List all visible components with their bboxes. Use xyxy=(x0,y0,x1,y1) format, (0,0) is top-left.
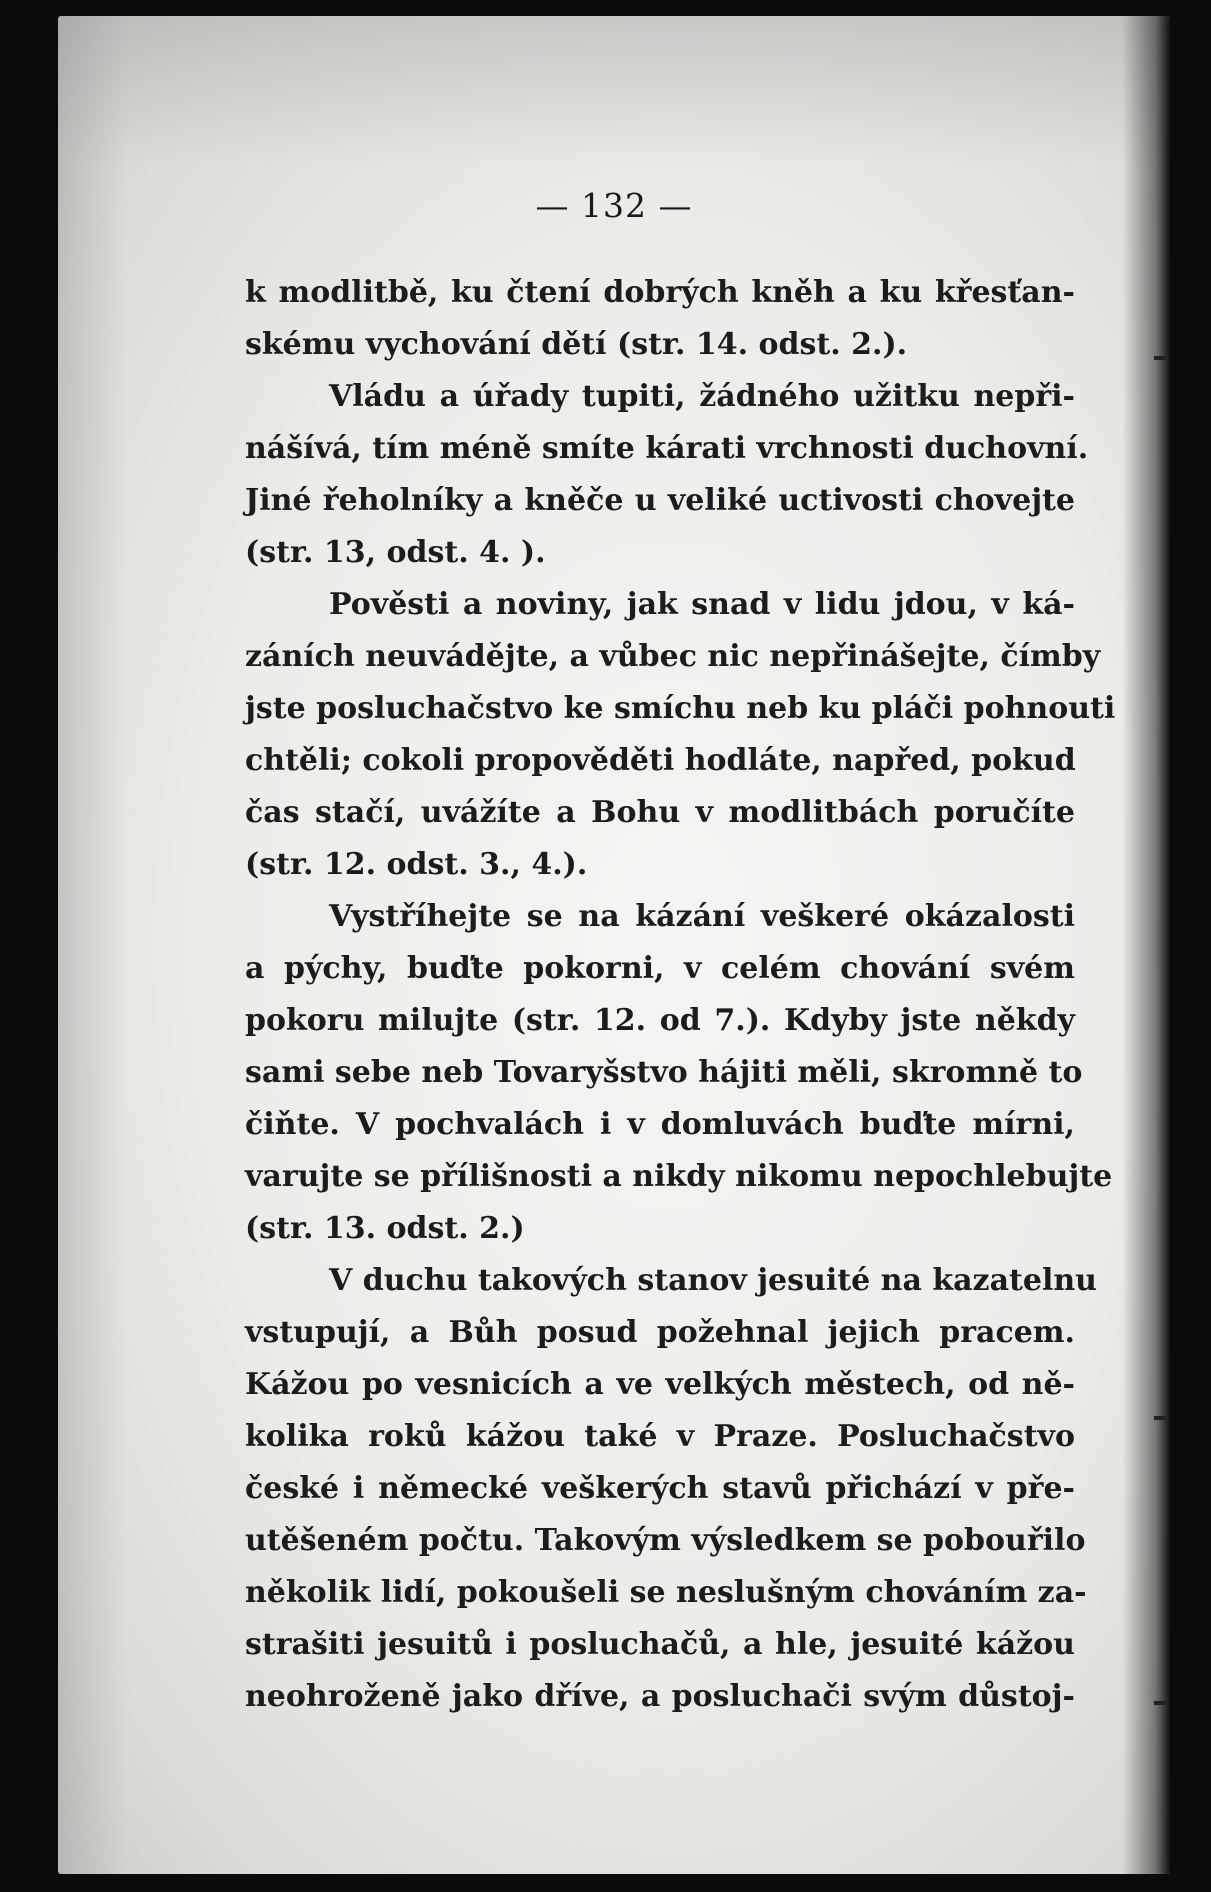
text-line: vstupují, a Bůh posud požehnal jejich pracem. xyxy=(245,1315,1075,1350)
text-line: nášívá, tím méně smíte kárati vrchnosti duchovní. xyxy=(245,431,1089,466)
text-line: neohroženě jako dříve, a posluchači svým důstoj- xyxy=(245,1679,1075,1714)
text-line: (str. 13, odst. 4. ). xyxy=(245,535,546,570)
text-line: pokoru milujte (str. 12. od 7.). Kdyby jste někdy xyxy=(245,1003,1075,1038)
text-line: utěšeném počtu. Takovým výsledkem se pobouřilo xyxy=(245,1523,1086,1558)
margin-mark xyxy=(1154,1416,1166,1420)
paragraph xyxy=(245,1255,1097,1723)
text-line: V duchu takových stanov jesuité na kazatelnu xyxy=(329,1263,1097,1298)
paragraph xyxy=(245,267,1075,371)
text-line: a pýchy, buďte pokorni, v celém chování svém xyxy=(245,951,1075,986)
text-line: skému vychování dětí (str. 14. odst. 2.). xyxy=(245,327,908,362)
text-line: Jiné řeholníky a kněče u veliké uctivosti chovejte xyxy=(245,483,1075,518)
text-line: záních neuváděјte, a vůbec nic nepřinášejte, čímby xyxy=(245,639,1101,674)
paragraph xyxy=(245,891,1113,1255)
paragraph xyxy=(245,371,1089,579)
text-line: několik lidí, pokoušeli se neslušným chováním za- xyxy=(245,1575,1087,1610)
text-line: Kážou po vesnicích a ve velkých městech, od ně- xyxy=(245,1367,1075,1402)
text-line: chtěli; cokoli propověděti hodláte, napřed, pokud xyxy=(245,743,1076,778)
text-line: čas stačí, uvážíte a Bohu v modlitbách poručíte xyxy=(245,795,1075,830)
text-line: jste posluchačstvo ke smíchu neb ku pláči pohnouti xyxy=(245,691,1116,726)
text-line: Vystříhejte se na kázání veškeré okázalosti xyxy=(329,899,1075,934)
page-edge-shadow xyxy=(1122,16,1170,1874)
text-line: k modlitbě, ku čtení dobrých kněh a ku křesťan- xyxy=(245,275,1075,310)
text-line: strašiti jesuitů i posluchačů, a hle, jesuité kážou xyxy=(245,1627,1075,1662)
text-line: kolika roků kážou také v Praze. Posluchačstvo xyxy=(245,1419,1075,1454)
text-line: Vládu a úřady tupiti, žádného užitku nepři- xyxy=(329,379,1075,414)
text-line: (str. 12. odst. 3., 4.). xyxy=(245,847,588,882)
text-line: varujte se přílišnosti a nikdy nikomu nepochlebujte xyxy=(245,1159,1113,1194)
page-number: — 132 — xyxy=(535,186,693,225)
text-line: Pověsti a noviny, jak snad v lidu jdou, v ká- xyxy=(329,587,1075,622)
text-line: české i německé veškerých stavů přichází v pře- xyxy=(245,1471,1075,1506)
margin-mark xyxy=(1154,1701,1166,1705)
paragraph xyxy=(245,579,1116,891)
text-line: sami sebe neb Tovaryšstvo hájiti měli, skromně to xyxy=(245,1055,1083,1090)
text-line: čiňte. V pochvalách i v domluvách buďte mírni, xyxy=(245,1107,1075,1142)
text-line: (str. 13. odst. 2.) xyxy=(245,1211,525,1246)
body-text xyxy=(245,267,1116,1723)
margin-mark xyxy=(1154,356,1166,360)
